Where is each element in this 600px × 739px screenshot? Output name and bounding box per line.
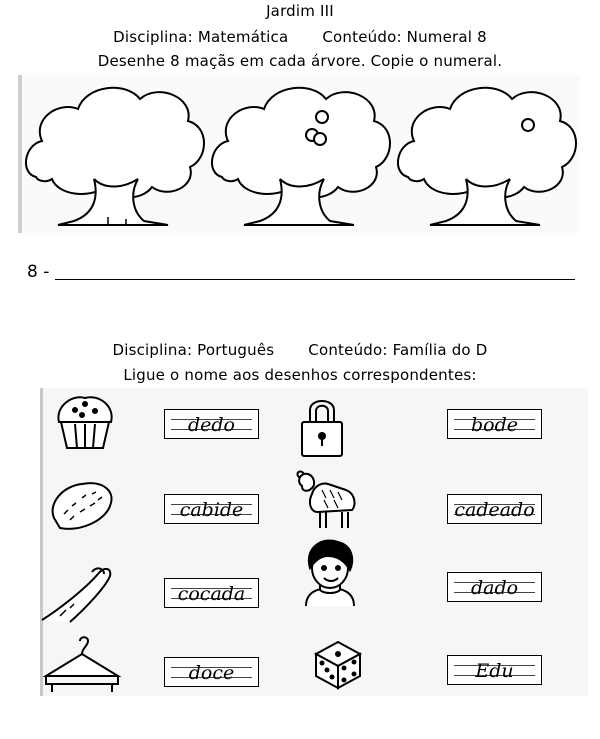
scan-edge — [18, 75, 22, 233]
math-subject: Disciplina: Matemática — [113, 28, 289, 46]
word-dedo: dedo — [187, 414, 235, 436]
word-box-left-3[interactable] — [164, 578, 259, 608]
numeral-writing-rule[interactable] — [55, 279, 575, 280]
trees-drawing — [18, 75, 580, 233]
boy-icon[interactable] — [300, 538, 360, 608]
word-box-right-4[interactable] — [447, 655, 542, 685]
tree-1 — [26, 88, 204, 225]
word-box-right-3[interactable] — [447, 572, 542, 602]
word-cadeado: cadeado — [454, 499, 535, 521]
tree-3 — [398, 88, 576, 225]
word-bode: bode — [470, 414, 518, 436]
finger-icon[interactable] — [40, 560, 112, 630]
apple-icon — [316, 111, 328, 123]
apple-icon — [522, 119, 534, 131]
word-box-left-1[interactable] — [164, 409, 259, 439]
word-box-left-4[interactable] — [164, 657, 259, 687]
padlock-icon[interactable] — [298, 396, 346, 460]
word-box-left-2[interactable] — [164, 494, 259, 524]
cupcake-icon[interactable] — [55, 392, 115, 452]
numeral-line[interactable] — [27, 262, 49, 282]
numeral-prompt: 8 - — [27, 262, 50, 282]
cocada-icon[interactable] — [48, 478, 118, 532]
math-instruction: Desenhe 8 maçãs em cada árvore. Copie o numeral. — [97, 52, 503, 70]
portuguese-content: Conteúdo: Família do D — [308, 341, 488, 359]
die-icon[interactable] — [312, 638, 364, 690]
portuguese-subject: Disciplina: Português — [112, 341, 275, 359]
word-box-right-1[interactable] — [447, 409, 542, 439]
trees-panel — [18, 75, 580, 233]
hanger-icon[interactable] — [42, 636, 122, 694]
tree-2 — [212, 88, 390, 225]
goat-icon[interactable] — [296, 470, 358, 532]
math-content: Conteúdo: Numeral 8 — [322, 28, 487, 46]
word-cabide: cabide — [179, 499, 244, 521]
word-box-right-2[interactable] — [447, 494, 542, 524]
word-dado: dado — [470, 577, 519, 599]
word-cocada: cocada — [177, 583, 246, 605]
word-edu: Edu — [475, 660, 514, 682]
apple-icon — [314, 133, 326, 145]
math-subject-line — [0, 28, 600, 46]
portuguese-subject-line — [0, 341, 600, 359]
word-doce: doce — [188, 662, 235, 684]
portuguese-instruction: Ligue o nome aos desenhos correspondentes: — [123, 366, 477, 384]
worksheet-title: Jardim III — [266, 2, 334, 20]
